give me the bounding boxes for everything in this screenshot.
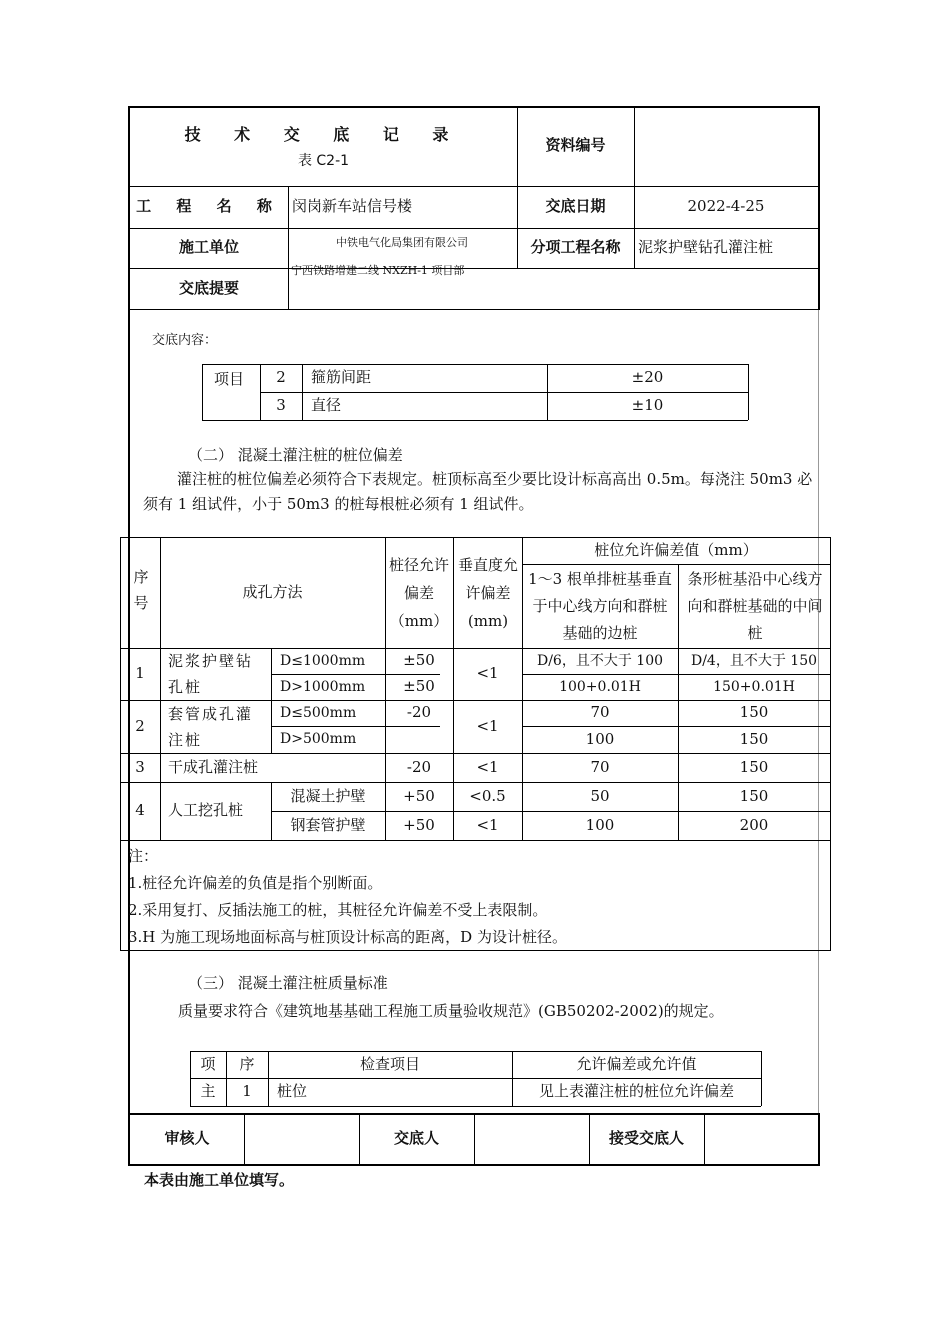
- summary-value[interactable]: [292, 268, 818, 309]
- pile-row-dia: +50: [403, 786, 435, 805]
- quality-cell: 见上表灌注桩的桩位允许偏差: [538, 1082, 734, 1101]
- doc-no-value[interactable]: [634, 106, 818, 186]
- pile-row-dia: [385, 726, 453, 753]
- quality-cell: 桩位: [277, 1082, 308, 1101]
- hdr-line-4: [128, 309, 820, 310]
- project-name-label: 工 程 名 称: [136, 197, 282, 216]
- contractor-stamp-line2: 宁西铁路增建二线 NXZH-1 项目部: [291, 264, 465, 277]
- stirrup-row-no: 2: [276, 368, 286, 387]
- pile-row-method: 泥浆护壁钻孔桩: [168, 652, 254, 696]
- pile-row-method: 人工挖孔桩: [168, 801, 244, 820]
- pile-row-pos-b: D/4，且不大于 150: [690, 652, 818, 669]
- receiver-signature[interactable]: [704, 1114, 818, 1164]
- pile-row-no: 3: [135, 757, 145, 776]
- quality-header: 序: [239, 1054, 255, 1073]
- pile-row-sub: 混凝土护壁: [290, 786, 366, 805]
- pile-note: 2.采用复打、反插法施工的桩，其桩径允许偏差不受上表限制。: [128, 901, 548, 919]
- section3-paragraph: 质量要求符合《建筑地基基础工程施工质量验收规范》(GB50202-2002)的规定。: [178, 1002, 724, 1020]
- subproject-label: 分项工程名称: [530, 238, 621, 257]
- pile-col-verticality: 垂直度允许偏差(mm): [457, 556, 518, 630]
- st-line-bottom: [202, 420, 748, 421]
- stirrup-group-label: 项目: [214, 370, 245, 388]
- pile-row-vert: <1: [476, 757, 499, 776]
- pile-row-pos-a: 100: [585, 815, 615, 834]
- pile-row-no: 1: [135, 664, 145, 683]
- reviewer-label: 审核人: [164, 1129, 210, 1148]
- st-v3: [302, 364, 303, 420]
- discloser-signature[interactable]: [474, 1114, 589, 1164]
- pile-col-diameter: 桩径允许偏差（mm）: [389, 556, 450, 630]
- hdr-vline-a: [288, 186, 289, 309]
- pile-row-pos-a: 100: [585, 729, 615, 748]
- section2-paragraph: 灌注桩的桩位偏差必须符合下表规定。桩顶标高至少要比设计标高高出 0.5m。每浇注 50m3 必须有 1 组试件，小于 50m3 的桩每根桩必须有 1 组试件。: [143, 470, 813, 513]
- pile-row-pos-a: 50: [590, 786, 610, 805]
- st-v5: [748, 364, 749, 420]
- pile-row-pos-b: 150: [739, 703, 769, 722]
- quality-cell: 1: [242, 1082, 252, 1101]
- pile-row-pos-a: 70: [590, 703, 610, 722]
- pile-row-dia: -20: [406, 757, 432, 776]
- date-value[interactable]: 2022-4-25: [687, 197, 765, 216]
- pile-row-no: 2: [135, 716, 145, 735]
- quality-cell: 主: [200, 1082, 216, 1101]
- pile-row-sub: D>500mm: [280, 731, 357, 748]
- contractor-stamp-line1: 中铁电气化局集团有限公司: [336, 236, 468, 249]
- pile-row-sub: 钢套管护壁: [290, 815, 366, 834]
- footer-note: 本表由施工单位填写。: [144, 1171, 295, 1189]
- qt-h-bottom: [190, 1106, 761, 1107]
- reviewer-signature[interactable]: [244, 1114, 359, 1164]
- stirrup-row-item: 箍筋间距: [311, 368, 372, 387]
- pile-col-no: 序号: [133, 568, 149, 612]
- pile-row-vert: <1: [476, 664, 499, 683]
- pile-row-dia: ±50: [403, 651, 435, 670]
- pt-h-bottom: [120, 950, 831, 951]
- pile-row-dia: ±50: [403, 677, 435, 696]
- st-v1: [202, 364, 203, 420]
- quality-header: 检查项目: [359, 1054, 420, 1073]
- pile-row-pos-a: D/6，且不大于 100: [536, 652, 664, 669]
- footer-line-bottom: [128, 1164, 820, 1166]
- pile-row-pos-a: 70: [590, 757, 610, 776]
- pile-row-vert: <0.5: [469, 786, 506, 805]
- pile-row-sub: D≤500mm: [280, 704, 357, 721]
- pile-col-position-a: 1～3 根单排桩基垂直于中心线方向和群桩基础的边桩: [528, 569, 672, 642]
- section2-title: （二） 混凝土灌注桩的桩位偏差: [188, 446, 403, 464]
- pile-row-no: 4: [135, 801, 145, 820]
- frame-right-bottom: [818, 1113, 820, 1165]
- pile-row-sub: D>1000mm: [280, 678, 366, 695]
- quality-header: 项: [200, 1054, 216, 1073]
- pile-row-pos-b: 150: [739, 786, 769, 805]
- discloser-label: 交底人: [393, 1129, 439, 1148]
- pile-note: 1.桩径允许偏差的负值是指个别断面。: [128, 874, 383, 892]
- pile-row-vert: <1: [476, 716, 499, 735]
- stirrup-row-value: ±20: [631, 368, 664, 387]
- pile-row-dia: +50: [403, 815, 435, 834]
- pile-row-pos-a: 100+0.01H: [559, 678, 641, 695]
- pile-note: 注：: [128, 847, 159, 865]
- pile-row-dia: -20: [406, 703, 432, 722]
- pt-h-5: [120, 840, 831, 841]
- pile-col-position-b: 条形桩基沿中心线方向和群桩基础的中间桩: [687, 569, 823, 642]
- pile-row-method: 干成孔灌注桩: [168, 757, 259, 776]
- receiver-label: 接受交底人: [608, 1129, 684, 1148]
- contractor-label: 施工单位: [178, 238, 239, 257]
- stirrup-row-value: ±10: [631, 396, 664, 415]
- pt-v-2a: [271, 648, 272, 753]
- pile-note: 3.H 为施工现场地面标高与桩顶设计标高的距离，D 为设计桩径。: [128, 928, 567, 946]
- pile-row-pos-b: 200: [739, 815, 769, 834]
- quality-header: 允许偏差或允许值: [576, 1054, 697, 1073]
- content-intro: 交底内容：: [152, 333, 218, 348]
- summary-label: 交底提要: [178, 278, 239, 297]
- pile-row-pos-b: 150: [739, 729, 769, 748]
- pile-row-pos-b: 150+0.01H: [713, 678, 795, 695]
- doc-no-label: 资料编号: [545, 136, 606, 155]
- section3-title: （三） 混凝土灌注桩质量标准: [188, 974, 388, 992]
- pile-col-method: 成孔方法: [242, 582, 303, 601]
- stirrup-row-no: 3: [276, 396, 286, 415]
- pile-row-sub: D≤1000mm: [280, 652, 366, 669]
- stirrup-row-item: 直径: [311, 396, 342, 415]
- pile-col-position-group: 桩位允许偏差值（mm）: [594, 540, 758, 559]
- frame-right-top: [818, 106, 820, 309]
- form-number: 表 C2-1: [297, 152, 350, 169]
- project-name-value[interactable]: 闵岗新车站信号楼: [292, 197, 413, 216]
- subproject-value[interactable]: 泥浆护壁钻孔灌注桩: [638, 238, 774, 257]
- pile-row-pos-b: 150: [739, 757, 769, 776]
- form-title: 技 术 交 底 记 录: [184, 124, 463, 144]
- pile-row-vert: <1: [476, 815, 499, 834]
- qt-v5: [761, 1051, 762, 1106]
- date-label: 交底日期: [545, 197, 606, 216]
- pt-v-right: [830, 537, 831, 950]
- pile-row-method: 套管成孔灌注桩: [168, 704, 254, 749]
